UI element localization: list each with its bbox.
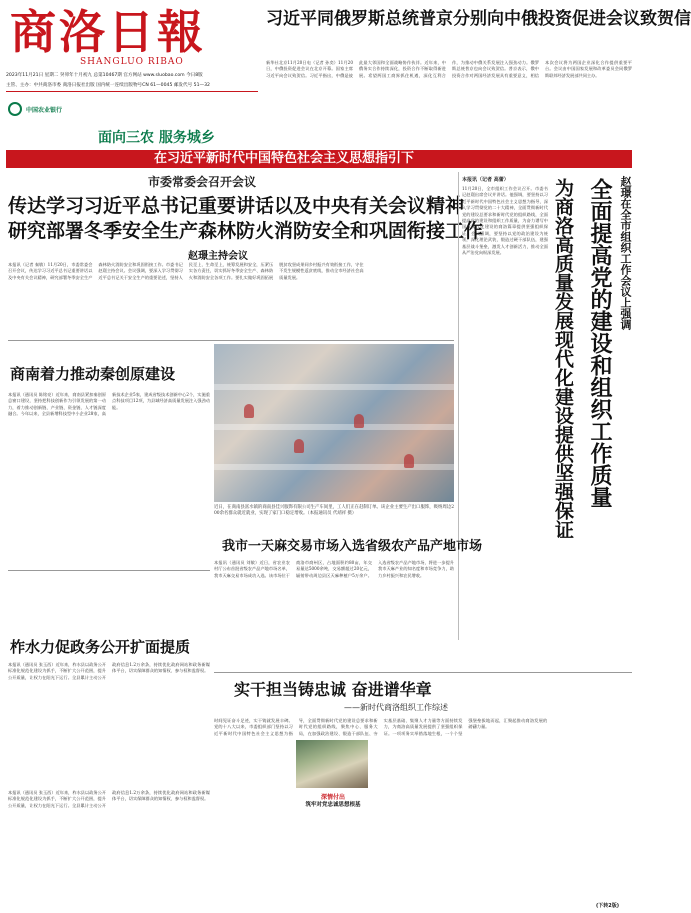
theme-banner — [6, 150, 632, 168]
ad-block — [6, 96, 258, 148]
market-headline: 我市一天麻交易市场入选省级农产品产地市场 — [222, 539, 483, 554]
section-divider — [8, 340, 454, 341]
feature-divider — [214, 672, 632, 673]
publisher-line: 主管、主办：中共商洛市委 商洛日报社出版 国内统一连续出版物号CN 61—0045 邮发代号 51—32 — [6, 83, 210, 88]
creative-body: 本报讯（通讯员 陈铭亮）近年来，商南县紧扣秦创原总窗口建设，坚持把科技创新作为引领发展的第一动力，着力推动创新链、产业链、资金链、人才链深度融合。今年以来，全县新增科技型中小企业28家，高新技术企业5家，建成省级技术创新中心2个，实施重点科技项目12项，为县域经济高质量发展注入强劲动能。 — [8, 392, 210, 417]
lead-headline-line1: 传达学习习近平总书记重要讲话以及中央有关会议精神 — [8, 195, 465, 217]
bank-name: 中国农业银行 — [26, 107, 63, 114]
policy-body: 本报讯（通讯员 张玉西）近年来，柞水县以政务公开标准化规范化建设为抓手，不断扩大公开范围，提升公开质量，让权力在阳光下运行。全县累计主动公开政府信息1.2万余条，持续优化政府网站和政务新媒体平台，切实保障群众的知情权、参与权和监督权。 — [8, 662, 210, 680]
photo-caption: 近日，在商南县富水镇的商南县佳兴服饰有限公司生产车间里，工人们正在赶制订单。该企业主要生产出口服饰，吸纳周边200余名群众就近就业，实现了家门口稳定增收。（本报通讯员 代靖祥 摄） — [214, 505, 454, 517]
top-headline: 习近平同俄罗斯总统普京分别向中俄投资促进会议致贺信 — [266, 9, 691, 29]
creative-headline: 商南着力推动秦创原建设 — [10, 365, 176, 383]
continued-note: (下转2版) — [596, 903, 620, 909]
masthead-area — [6, 2, 258, 108]
lead-kicker: 市委常委会召开会议 — [148, 175, 257, 189]
feature-inset-photo — [296, 740, 368, 788]
theme-banner-text: 在习近平新时代中国特色社会主义思想指引下 — [154, 151, 415, 166]
commentary-headline-col1: 全面提高党的建设和组织工作质量 — [587, 178, 613, 508]
feature-inset-title-2: 筑牢对党忠诚思想根基 — [305, 802, 361, 808]
lead-subhead: 赵璟主持会议 — [188, 251, 248, 262]
bank-slogan: 面向三农 服务城乡 — [98, 130, 215, 146]
feature-inset-title-1: 深情付出 — [320, 794, 345, 801]
policy-headline: 柞水力促政务公开扩面提质 — [10, 638, 191, 656]
market-body: 本报讯（通讯员 刘敏）近日，省农业农村厅公布首批省级农产品产地市场名单，我市天麻交易市场成功入选。该市场位于商洛市商州区，占地面积约80亩，年交易量达5000余吨，交易额超过20亿元，辐射带动周边县区天麻种植户5万余户。入选省级农产品产地市场，将进一步提升我市天麻产业的知名度和市场竞争力，助力乡村振兴和农民增收。 — [214, 560, 454, 578]
commentary-divider — [458, 172, 459, 640]
commentary-headline-col2: 为商洛高质量发展现代化建设提供坚强保证 — [552, 178, 574, 539]
masthead-divider — [6, 91, 258, 92]
bank-logo-icon — [8, 102, 22, 116]
feature-subhead: ——新时代商洛组织工作综述 — [344, 703, 448, 712]
commentary-body: 11月20日，全市组织工作会议召开。市委书记赵璟出席会议并讲话。他强调，要坚持以习近平新时代中国特色社会主义思想为指导，深入学习贯彻党的二十大精神，全面贯彻新时代党的建设总要求和新时代党的组织路线，全面提高党的建设和组织工作质量，为奋力谱写中国式现代化建设的商洛篇章提供坚强组织保证。会议强调，要坚持以党的政治建设为统领，深化理论武装，锻造过硬干部队伍，建强基层战斗堡垒，激发人才创新活力，推动全面从严治党向纵深发展。 — [462, 186, 548, 256]
feature-body: 时间见证奋斗足迹，实干铸就发展丰碑。党的十八大以来，市委组织部门坚持以习近平新时代中国特色社会主义思想为指导，全面贯彻新时代党的建设总要求和新时代党的组织路线，聚焦中心、服务大局，在加强政治建设、锻造干部队伍、夯实基层基础、集聚人才力量等方面持续发力，为商洛高质量发展提供了坚强组织保证。一项项务实举措落地生根，一个个坚强堡垒拔地而起，汇聚起推动商洛发展的磅礴力量。 — [214, 718, 548, 736]
date-line: 2023年11月21日 星期二 癸卯年十月初九 总第10467期 官方网站 www.sluobao.com 今日8版 — [6, 73, 203, 78]
masthead-pinyin: SHANGLUO RIBAO — [80, 57, 184, 67]
masthead-title: 商洛日報 — [10, 5, 206, 59]
lead-headline-line2: 研究部署冬季安全生产森林防火消防安全和巩固衔接工作 — [8, 220, 484, 242]
commentary-author: 本报讯（记者 高蕾） — [462, 177, 509, 183]
top-story-text: 新华社北京11月20日电（记者 孙奕）11月20日，中俄投资促进会议在北京开幕。国家主席习近平向会议致贺信。习近平指出，中俄是彼此最大邻国和全面战略协作伙伴。近年来，中俄务实合作持续深化，投资合作不断取得新进展。希望两国工商界抓住机遇，深化互利合作，为推动中俄关系发展注入强劲动力。俄罗斯总统普京也向会议致贺信。普京表示，俄中投资合作对两国经济发展具有重要意义，相信本次会议将为两国企业深化合作提供重要平台。会议由中国国家发展和改革委员会同俄罗斯联邦经济发展部共同主办。 — [266, 60, 632, 78]
feature-headline: 实干担当铸忠诚 奋进谱华章 — [234, 680, 432, 699]
commentary-subhead: 赵璟在全市组织工作会议上强调 — [619, 176, 632, 330]
factory-photo — [214, 344, 454, 502]
lower-left-text: 本报讯（通讯员 张玉西）近年来，柞水县以政务公开标准化规范化建设为抓手，不断扩大公开范围，提升公开质量，让权力在阳光下运行。全县累计主动公开政府信息1.2万余条，持续优化政府网站和政务新媒体平台，切实保障群众的知情权、参与权和监督权。 — [8, 790, 210, 808]
section-divider-2 — [8, 570, 210, 571]
lead-body: 本报讯（记者 秦敏）11月20日，市委常委会召开会议，传达学习习近平总书记重要讲话以及中央有关会议精神，研究部署冬季安全生产森林防火消防安全和巩固衔接工作。市委书记赵璟主持会议。会议强调，要深入学习贯彻习近平总书记关于安全生产的重要论述，坚持人民至上、生命至上，统筹发展和安全，压紧压实各方责任，切实抓好冬季安全生产、森林防火和消防安全各项工作。要扎实做好巩固拓展脱贫攻坚成果同乡村振兴有效衔接工作，守住不发生规模性返贫底线，推动全市经济社会高质量发展。 — [8, 262, 364, 280]
